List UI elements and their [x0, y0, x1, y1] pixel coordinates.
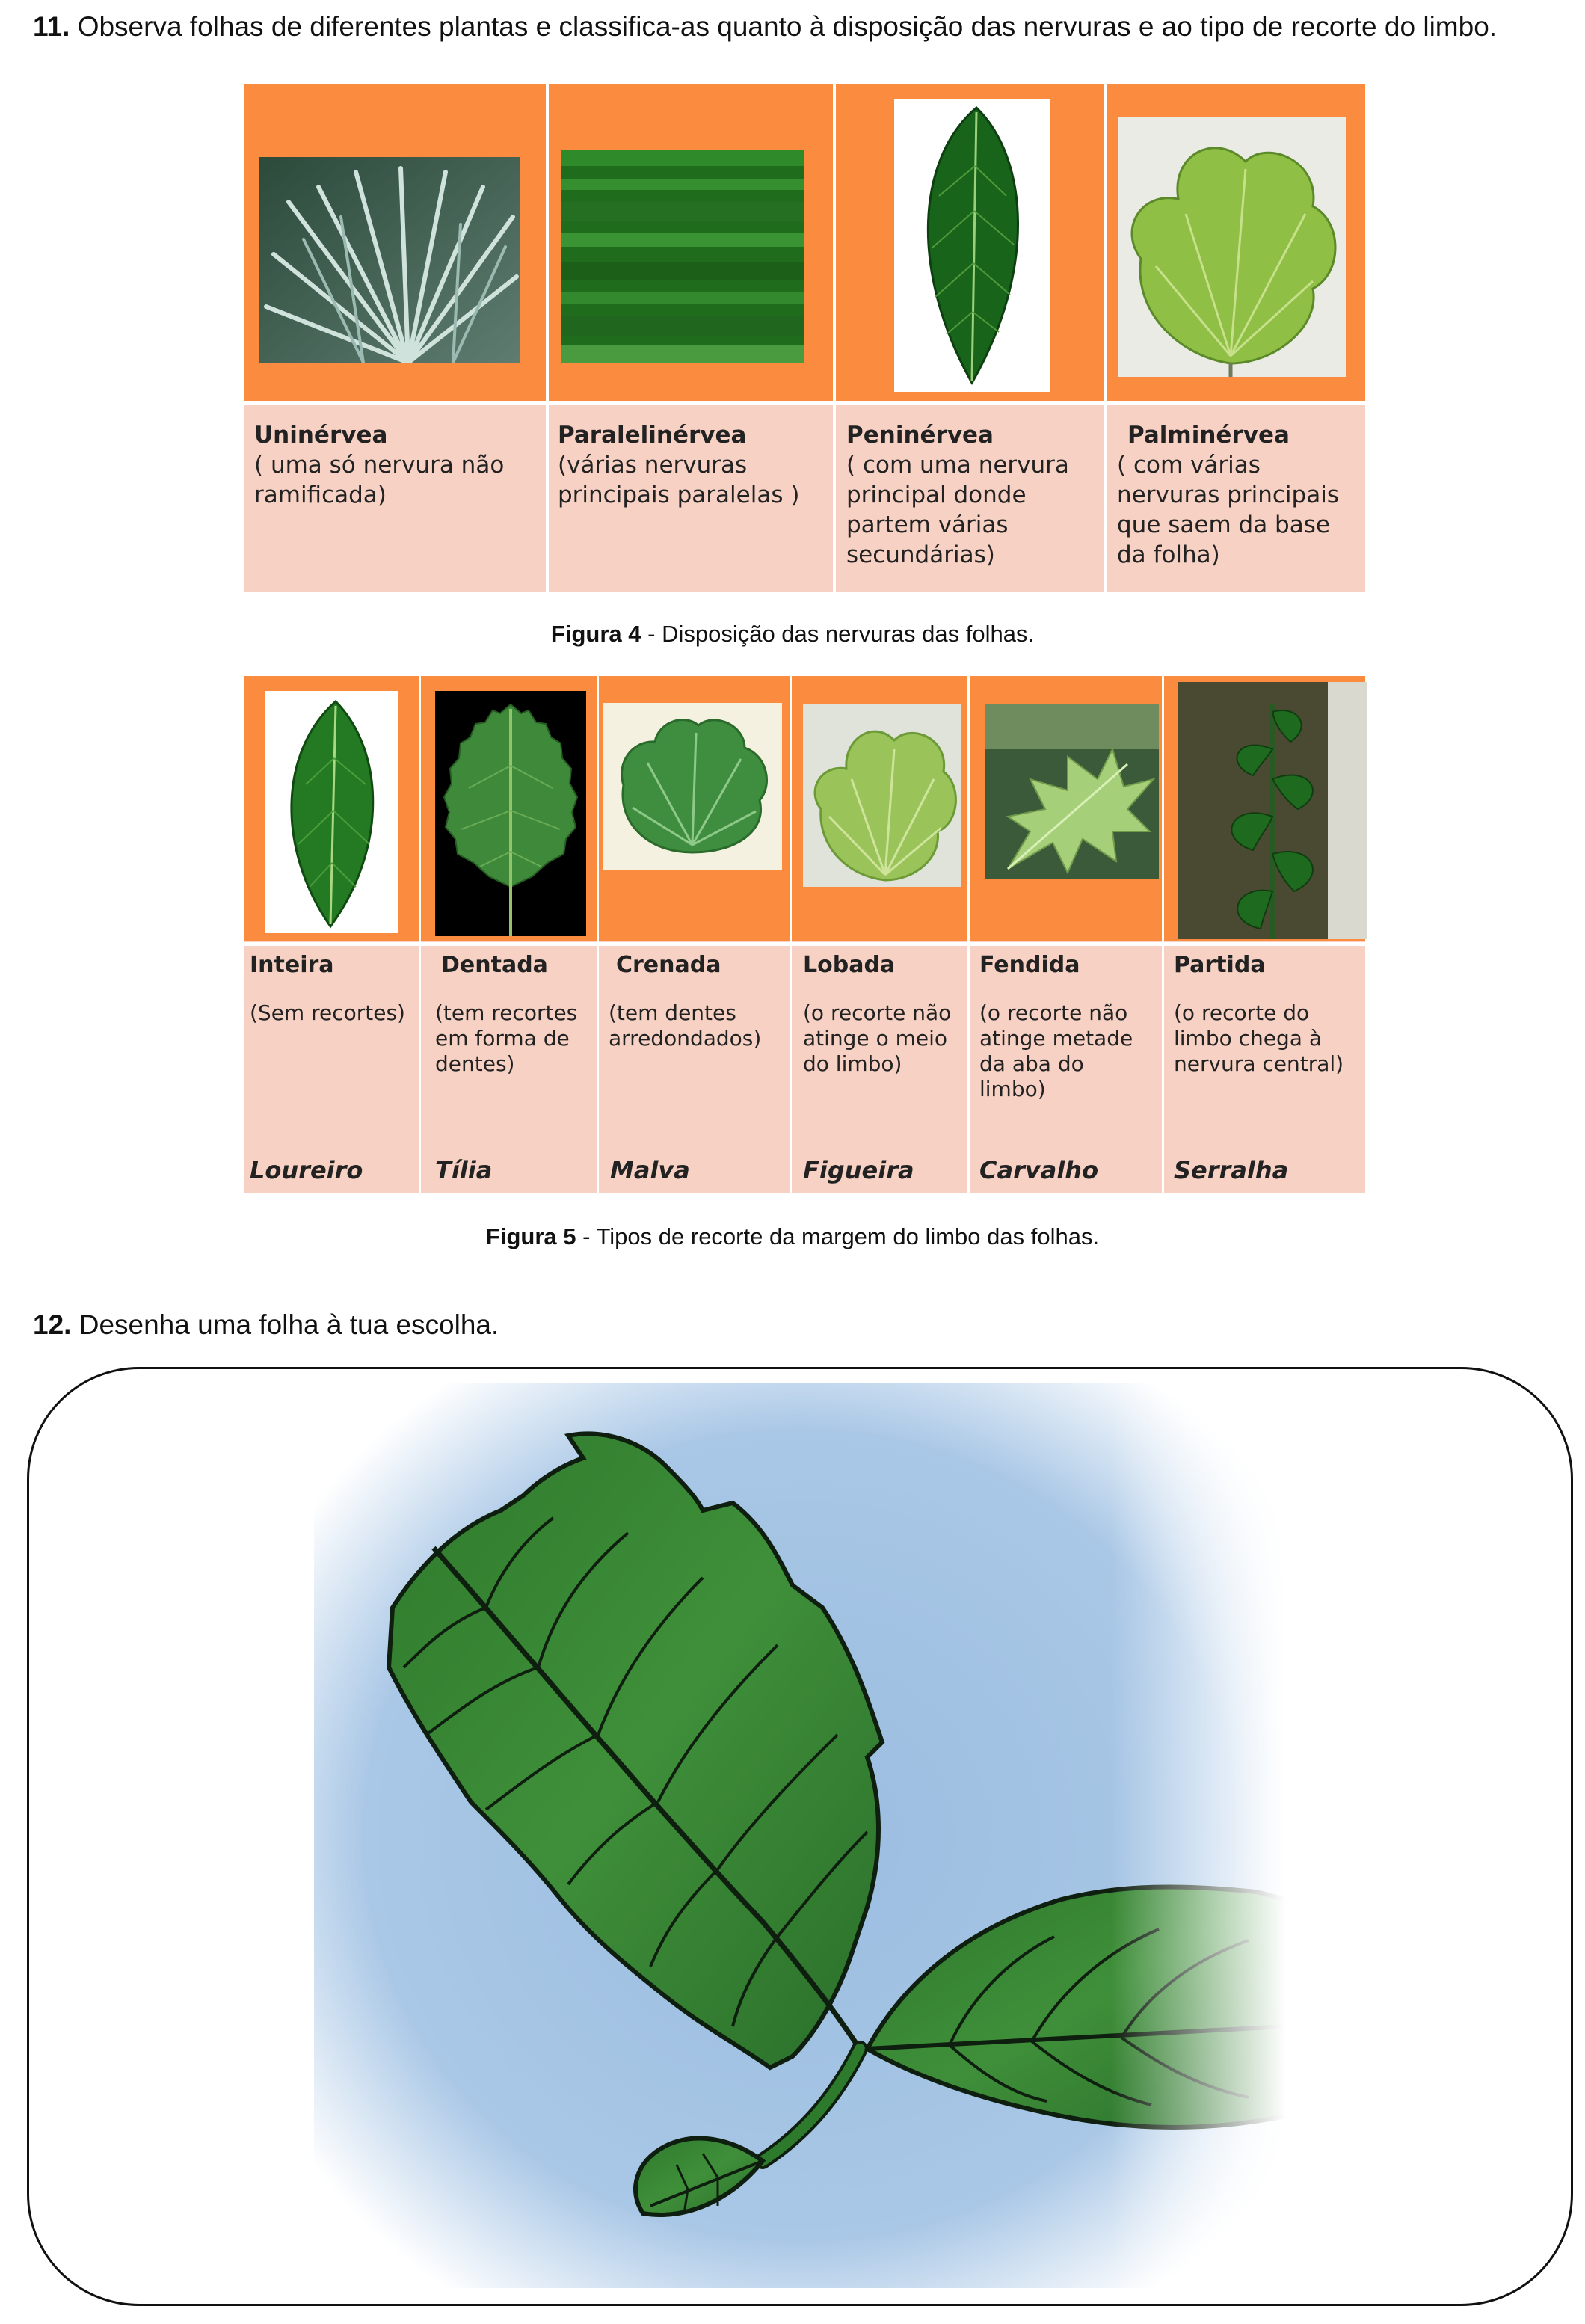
column-divider	[546, 84, 549, 592]
margin-title: Crenada	[616, 952, 721, 978]
venation-cell-uninervea	[254, 420, 538, 510]
margin-cell-fendida	[979, 951, 1156, 1102]
plant-name: Tília	[435, 1156, 493, 1184]
margin-title: Partida	[1174, 952, 1266, 978]
venation-title: Paralelinérvea	[558, 422, 747, 449]
plant-name: Malva	[610, 1156, 690, 1184]
venation-description: (várias nervuras principais paralelas )	[558, 452, 800, 508]
margin-description: (Sem recortes)	[250, 1000, 405, 1025]
column-divider	[1162, 676, 1164, 1193]
venation-description: ( uma só nervura não ramificada)	[254, 452, 505, 508]
row-divider	[244, 942, 1365, 946]
venation-cell-palminervea	[1117, 420, 1364, 570]
margin-description: (o recorte do limbo chega à nervura central)	[1174, 1000, 1344, 1076]
venation-title: Uninérvea	[254, 422, 388, 449]
margin-title: Inteira	[250, 952, 334, 978]
crenada-leaf-photo	[603, 703, 782, 870]
uninervea-leaf-photo	[259, 157, 520, 363]
figure-5-table	[244, 676, 1365, 1193]
palminervea-leaf-photo	[1118, 117, 1346, 377]
question-text: Observa folhas de diferentes plantas e classifica-as quanto à disposição das nervuras e ao tipo de recorte do limbo.	[77, 11, 1498, 42]
venation-cell-paralelinervea	[558, 420, 834, 510]
peninervea-leaf-photo	[894, 99, 1050, 392]
margin-cell-lobada	[803, 951, 961, 1077]
margin-title: Lobada	[803, 952, 896, 978]
partida-leaf-photo	[1178, 682, 1367, 939]
plant-name: Figueira	[803, 1156, 914, 1184]
question-number: 11.	[33, 11, 70, 42]
column-divider	[597, 676, 599, 1193]
question-11-heading	[33, 10, 1497, 43]
inteira-leaf-photo	[265, 691, 398, 933]
margin-description: (tem recortes em forma de dentes)	[435, 1000, 578, 1076]
plant-name: Carvalho	[979, 1156, 1099, 1184]
question-12-heading	[33, 1309, 499, 1341]
venation-description: ( com uma nervura principal donde partem várias secundárias)	[846, 452, 1069, 568]
row-divider	[244, 401, 1365, 405]
venation-title: Peninérvea	[846, 422, 994, 449]
figure-4-caption	[0, 621, 1585, 648]
column-divider	[967, 676, 970, 1193]
margin-description: (tem dentes arredondados)	[609, 1000, 762, 1051]
plant-name: Serralha	[1174, 1156, 1289, 1184]
margin-description: (o recorte não atinge metade da aba do limbo)	[979, 1000, 1133, 1101]
caption-label: Figura 5	[485, 1223, 576, 1249]
venation-cell-peninervea	[846, 420, 1101, 570]
column-divider	[419, 676, 421, 1193]
margin-cell-inteira	[250, 951, 414, 1026]
question-number: 12.	[33, 1309, 72, 1340]
figure-4-table	[244, 84, 1365, 592]
column-divider	[1104, 84, 1107, 592]
leaf-drawing	[314, 1383, 1286, 2288]
lobada-leaf-photo	[803, 704, 961, 887]
column-divider	[790, 676, 792, 1193]
margin-title: Dentada	[441, 952, 548, 978]
caption-text: - Tipos de recorte da margem do limbo das folhas.	[576, 1223, 1100, 1249]
fendida-leaf-photo	[985, 704, 1159, 879]
margin-cell-dentada	[435, 951, 594, 1077]
plant-name: Loureiro	[250, 1156, 363, 1184]
margin-title: Fendida	[979, 952, 1080, 978]
margin-cell-partida	[1174, 951, 1361, 1077]
caption-text: - Disposição das nervuras das folhas.	[641, 621, 1035, 647]
column-divider	[833, 84, 836, 592]
figure-5-caption	[0, 1223, 1585, 1250]
margin-description: (o recorte não atinge o meio do limbo)	[803, 1000, 952, 1076]
caption-label: Figura 4	[550, 621, 641, 647]
venation-description: ( com várias nervuras principais que saem da base da folha)	[1117, 452, 1339, 568]
margin-cell-crenada	[609, 951, 785, 1051]
venation-title: Palminérvea	[1127, 422, 1290, 449]
question-text: Desenha uma folha à tua escolha.	[79, 1309, 499, 1340]
dentada-leaf-photo	[435, 691, 586, 936]
paralelinervea-leaf-photo	[561, 150, 804, 363]
